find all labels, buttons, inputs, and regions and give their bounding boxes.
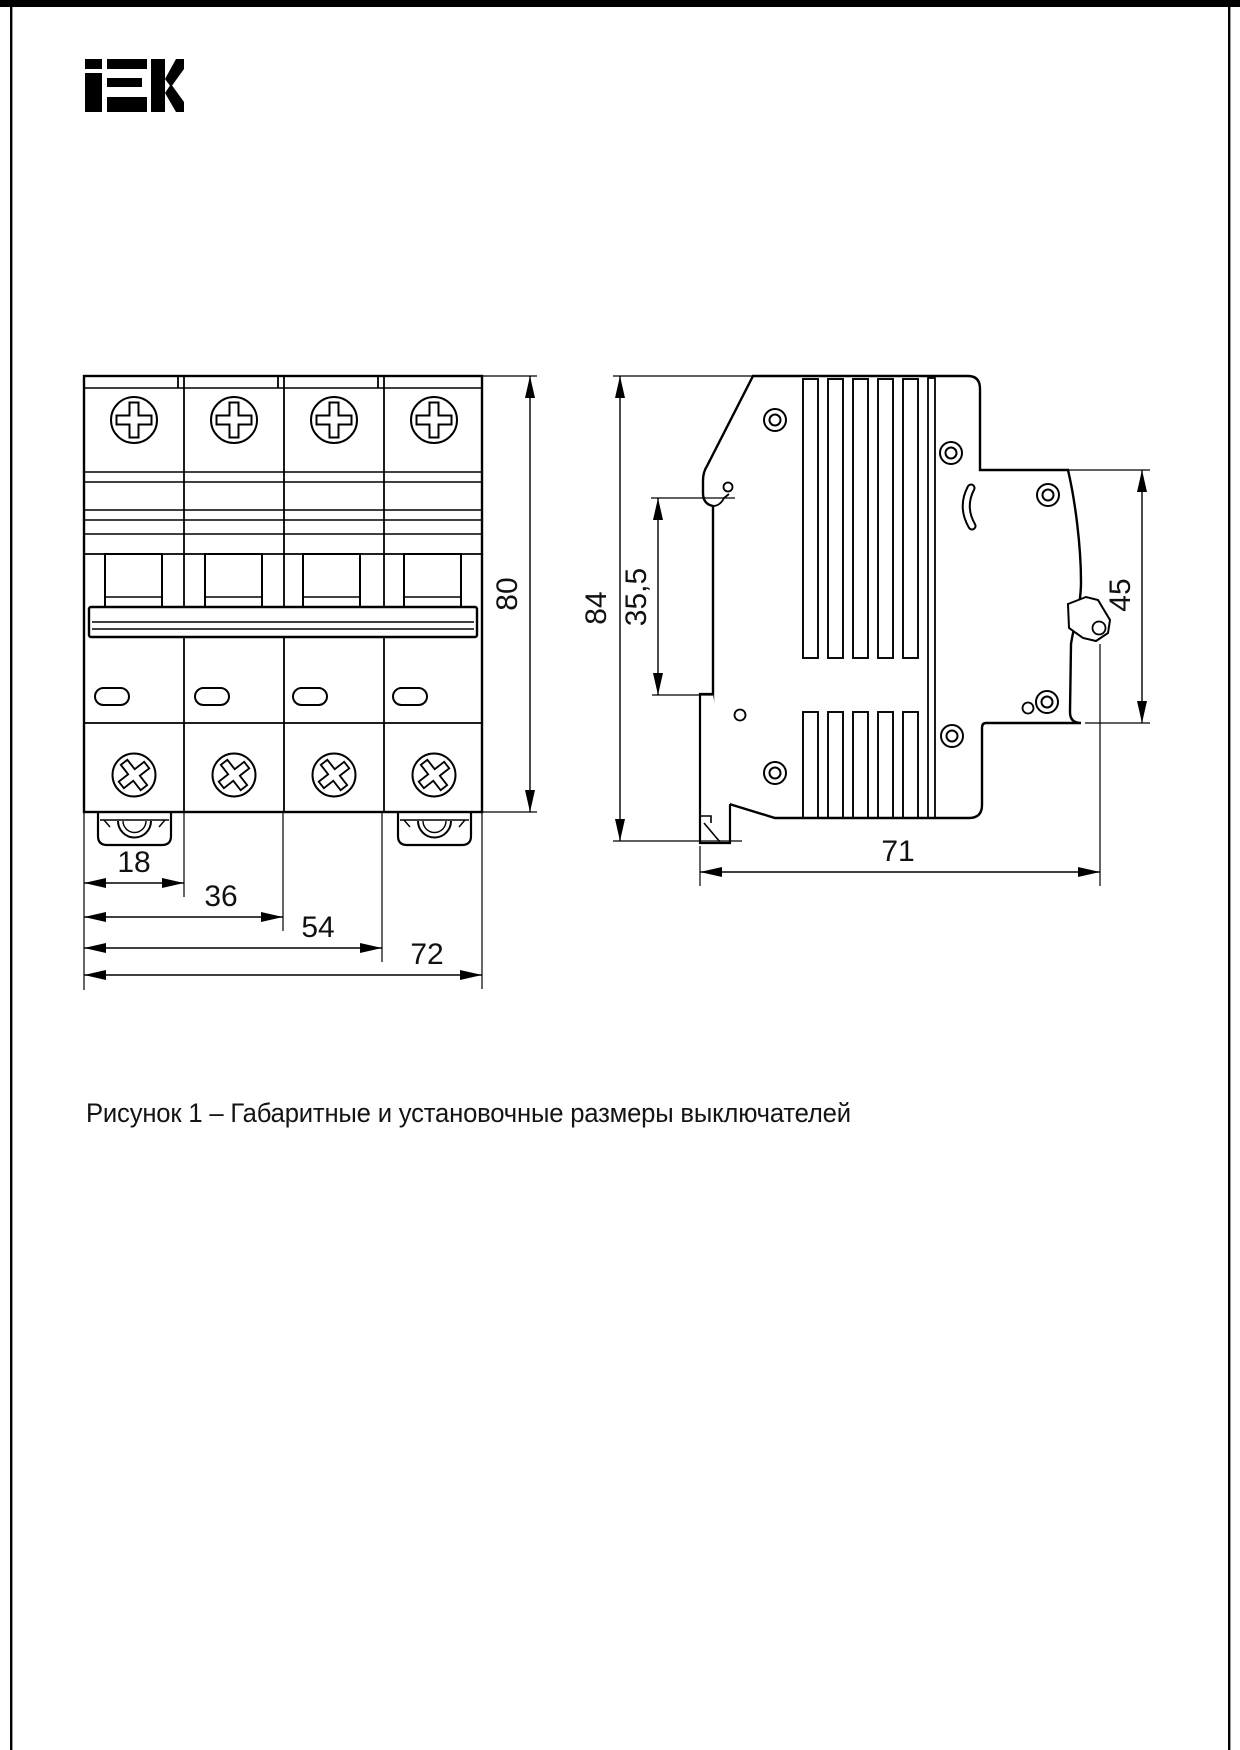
dim-label-side-height: 84 [580,591,613,625]
dim-label-total-depth: 71 [881,835,915,868]
logo-i-stem [85,73,102,112]
side-view [700,376,1110,843]
logo-e-top-bar [107,59,147,69]
dimension-arrows [84,376,535,980]
figure-caption: Рисунок 1 – Габаритные и установочные размеры выключателей [86,1098,851,1128]
logo-i-dot [85,59,102,69]
front-view [84,376,482,845]
marking-windows [95,688,427,705]
din-rail-clips [98,812,471,845]
toggle-tie-bar [89,607,477,637]
logo-e-mid-bar [107,78,142,87]
dim-label-three-modules: 54 [301,911,335,944]
module-dividers [178,376,384,812]
dim-label-total-width: 72 [410,938,444,971]
toggle-handles [105,554,461,607]
dim-label-front-height: 80 [491,577,524,611]
dim-label-rail-offset: 35,5 [620,567,653,627]
logo-e-bottom-bar [107,97,147,112]
front-view-dimensions [84,376,537,990]
breaker-side-body [703,376,1081,818]
iek-logo [85,59,184,112]
label-area-lines [84,472,482,554]
logo-k-upper-arm [165,59,184,87]
dim-label-module-width: 18 [117,846,151,879]
logo-k-stem [151,59,165,112]
dim-label-front-depth: 45 [1104,578,1137,612]
logo-k-lower-arm [165,84,184,112]
dim-label-two-modules: 36 [204,880,238,913]
